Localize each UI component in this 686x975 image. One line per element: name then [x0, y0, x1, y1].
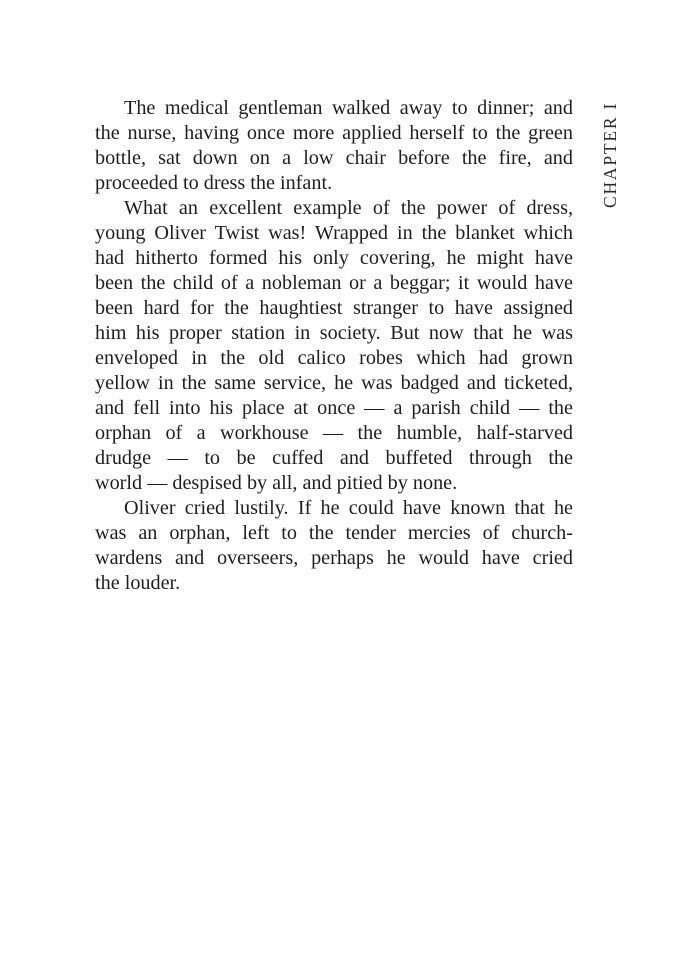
text-line: had hitherto formed his only covering, he might have	[95, 247, 573, 269]
text-line: The medical gentleman walked away to dinner; and	[124, 97, 573, 119]
chapter-label: CHAPTER I	[600, 101, 620, 208]
text-line: the louder.	[95, 572, 181, 594]
text-line: yellow in the same service, he was badged and ticketed,	[95, 372, 573, 394]
text-line: him his proper station in society. But now that he was	[95, 322, 573, 344]
text-line: the nurse, having once more applied herself to the green	[95, 122, 573, 144]
text-line: orphan of a workhouse — the humble, half-starved	[95, 422, 573, 444]
text-line: bottle, sat down on a low chair before the fire, and	[95, 147, 573, 169]
text-line: been the child of a nobleman or a beggar; it would have	[95, 272, 573, 294]
text-line: was an orphan, left to the tender mercies of church-	[95, 522, 573, 544]
text-line: Oliver cried lustily. If he could have known that he	[124, 497, 573, 519]
body-text	[95, 96, 573, 596]
text-line: enveloped in the old calico robes which had grown	[95, 347, 573, 369]
text-line: wardens and overseers, perhaps he would have cried	[95, 547, 573, 569]
text-line: young Oliver Twist was! Wrapped in the blanket which	[95, 222, 573, 244]
text-line: and fell into his place at once — a parish child — the	[95, 397, 573, 419]
text-line: world — despised by all, and pitied by none.	[95, 472, 458, 494]
text-line: What an excellent example of the power of dress,	[124, 197, 573, 219]
text-line: been hard for the haughtiest stranger to have assigned	[95, 297, 573, 319]
text-line: drudge — to be cuffed and buffeted through the	[95, 447, 573, 469]
text-line: proceeded to dress the infant.	[95, 172, 333, 194]
